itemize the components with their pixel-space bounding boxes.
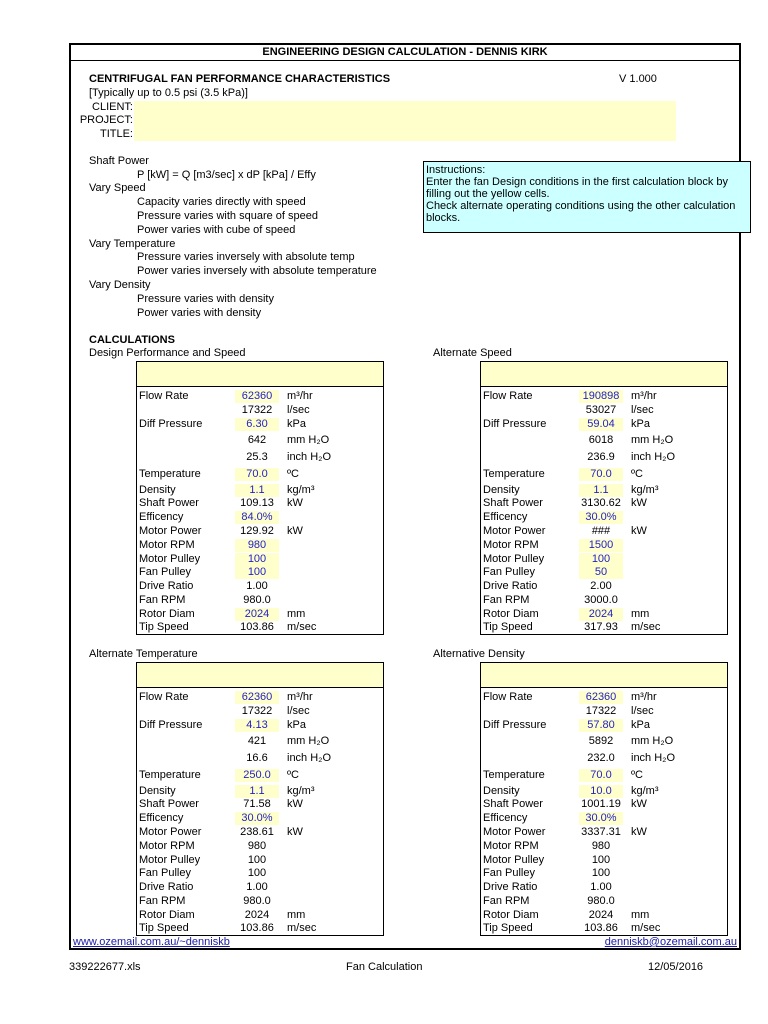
sheet-header: ENGINEERING DESIGN CALCULATION - DENNIS KIRK — [71, 45, 739, 61]
value-lsec: 17322 — [241, 404, 273, 416]
block-header-input[interactable] — [481, 663, 727, 688]
value-rotor[interactable]: 2024 — [235, 608, 279, 621]
value-eff[interactable]: 84.0% — [235, 511, 279, 524]
value-motor-pulley: 100 — [591, 854, 611, 866]
unit-lsec: l/sec — [287, 705, 310, 717]
row-tip — [137, 922, 383, 935]
label-diff: Diff Pressure — [139, 418, 203, 430]
footer-date: 12/05/2016 — [648, 961, 704, 973]
unit-tip: m/sec — [631, 621, 661, 633]
value-eff[interactable]: 30.0% — [235, 812, 279, 825]
value-mm: 6018 — [588, 434, 614, 446]
note-vs3: Power varies with cube of speed — [137, 224, 296, 236]
value-density[interactable]: 1.1 — [579, 484, 623, 497]
label-diff: Diff Pressure — [483, 719, 547, 731]
value-temp[interactable]: 70.0 — [235, 468, 279, 481]
row-inch — [481, 752, 727, 765]
value-rotor[interactable]: 2024 — [579, 608, 623, 621]
label-temp: Temperature — [139, 468, 201, 480]
label-motor-rpm: Motor RPM — [483, 539, 539, 551]
row-motor-power — [481, 826, 727, 839]
note-vs1: Capacity varies directly with speed — [137, 196, 306, 208]
row-drive — [481, 580, 727, 593]
unit-lsec: l/sec — [631, 404, 654, 416]
unit-flow: m³/hr — [287, 390, 313, 402]
value-inch: 25.3 — [246, 451, 268, 463]
value-inch: 16.6 — [246, 752, 268, 764]
value-diff[interactable]: 57.80 — [579, 719, 623, 732]
unit-inch: inch H₂O — [287, 451, 332, 463]
value-eff[interactable]: 30.0% — [579, 812, 623, 825]
unit-shaft: kW — [631, 798, 647, 810]
row-lsec — [481, 404, 727, 417]
row-motor-rpm — [481, 539, 727, 552]
document-title: CENTRIFUGAL FAN PERFORMANCE CHARACTERISTICS — [89, 73, 391, 85]
value-fan-rpm: 980.0 — [587, 895, 615, 907]
unit-motor-power: kW — [631, 525, 647, 537]
value-fan-rpm: 980.0 — [243, 895, 271, 907]
value-rotor: 2024 — [244, 909, 270, 921]
row-density — [481, 484, 727, 497]
row-fan-pulley — [481, 566, 727, 579]
unit-motor-power: kW — [287, 826, 303, 838]
note-vary-density: Vary Density — [89, 279, 151, 291]
note-shaft-power: Shaft Power — [89, 155, 149, 167]
label-motor-pulley: Motor Pulley — [139, 854, 201, 866]
block-design — [136, 361, 384, 635]
row-density — [137, 785, 383, 798]
unit-diff: kPa — [287, 418, 306, 430]
label-drive: Drive Ratio — [483, 881, 538, 893]
row-motor-pulley — [481, 553, 727, 566]
label-motor-pulley: Motor Pulley — [139, 553, 201, 565]
label-fan-pulley: Fan Pulley — [139, 566, 191, 578]
value-drive: 1.00 — [246, 580, 268, 592]
block-alt-density — [480, 662, 728, 936]
instructions-line-2: Check alternate operating conditions using the other calculation blocks. — [426, 200, 736, 224]
block-title-alt-speed: Alternate Speed — [433, 347, 512, 359]
value-flow[interactable]: 62360 — [579, 691, 623, 704]
label-fan-rpm: Fan RPM — [483, 594, 530, 606]
value-mm: 421 — [247, 735, 267, 747]
value-flow[interactable]: 62360 — [235, 691, 279, 704]
row-motor-rpm — [137, 539, 383, 552]
row-density — [481, 785, 727, 798]
value-lsec: 53027 — [585, 404, 617, 416]
value-fan-rpm: 3000.0 — [584, 594, 618, 606]
row-drive — [481, 881, 727, 894]
label-diff: Diff Pressure — [139, 719, 203, 731]
label-fan-rpm: Fan RPM — [483, 895, 530, 907]
row-flow — [481, 390, 727, 403]
note-vd1: Pressure varies with density — [137, 293, 274, 305]
label-motor-rpm: Motor RPM — [139, 539, 195, 551]
label-fan-pulley: Fan Pulley — [483, 867, 535, 879]
value-drive: 1.00 — [246, 881, 268, 893]
client-project-title-input[interactable] — [134, 101, 676, 141]
block-title-alt-temp: Alternate Temperature — [89, 648, 198, 660]
unit-motor-power: kW — [631, 826, 647, 838]
label-flow: Flow Rate — [139, 691, 189, 703]
row-mm — [137, 434, 383, 447]
unit-mm: mm H₂O — [287, 735, 330, 747]
unit-temp: ºC — [631, 468, 643, 480]
row-shaft — [137, 497, 383, 510]
value-motor-power: 3337.31 — [581, 826, 621, 838]
label-density: Density — [139, 484, 176, 496]
label-eff: Efficency — [483, 812, 528, 824]
row-rotor — [481, 608, 727, 621]
unit-diff: kPa — [631, 719, 650, 731]
label-tip: Tip Speed — [139, 621, 189, 633]
value-mm: 5892 — [588, 735, 614, 747]
value-motor-pulley: 100 — [247, 854, 267, 866]
note-vd2: Power varies with density — [137, 307, 262, 319]
note-vary-temp: Vary Temperature — [89, 238, 176, 250]
unit-inch: inch H₂O — [631, 752, 676, 764]
row-eff — [137, 511, 383, 524]
value-fan-pulley[interactable]: 50 — [579, 566, 623, 579]
row-flow — [137, 390, 383, 403]
label-density: Density — [139, 785, 176, 797]
row-fan-pulley — [481, 867, 727, 880]
value-density[interactable]: 1.1 — [235, 785, 279, 798]
block-title-design: Design Performance and Speed — [89, 347, 246, 359]
calculation-sheet — [69, 43, 741, 950]
label-shaft: Shaft Power — [139, 798, 199, 810]
value-inch: 236.9 — [587, 451, 615, 463]
value-fan-pulley[interactable]: 100 — [235, 566, 279, 579]
row-lsec — [137, 705, 383, 718]
unit-inch: inch H₂O — [287, 752, 332, 764]
label-density: Density — [483, 484, 520, 496]
value-lsec: 17322 — [585, 705, 617, 717]
unit-temp: ºC — [287, 468, 299, 480]
label-drive: Drive Ratio — [139, 580, 194, 592]
row-fan-pulley — [137, 867, 383, 880]
label-motor-rpm: Motor RPM — [139, 840, 195, 852]
row-tip — [481, 922, 727, 935]
row-flow — [137, 691, 383, 704]
unit-flow: m³/hr — [287, 691, 313, 703]
label-motor-power: Motor Power — [139, 826, 202, 838]
unit-density: kg/m³ — [631, 785, 659, 797]
row-eff — [481, 812, 727, 825]
row-fan-pulley — [137, 566, 383, 579]
row-motor-rpm — [137, 840, 383, 853]
row-drive — [137, 580, 383, 593]
value-drive: 2.00 — [590, 580, 612, 592]
row-density — [137, 484, 383, 497]
block-header-input[interactable] — [137, 663, 383, 688]
row-inch — [137, 451, 383, 464]
row-temp — [137, 769, 383, 782]
unit-temp: ºC — [287, 769, 299, 781]
value-diff[interactable]: 6.30 — [235, 418, 279, 431]
label-eff: Efficency — [139, 511, 184, 523]
value-diff[interactable]: 59.04 — [579, 418, 623, 431]
unit-density: kg/m³ — [631, 484, 659, 496]
label-motor-power: Motor Power — [483, 525, 546, 537]
version: V 1.000 — [619, 73, 657, 85]
row-inch — [481, 451, 727, 464]
unit-rotor: mm — [287, 608, 306, 620]
row-rotor — [137, 608, 383, 621]
value-tip: 317.93 — [584, 621, 618, 633]
unit-mm: mm H₂O — [287, 434, 330, 446]
label-temp: Temperature — [483, 468, 545, 480]
value-drive: 1.00 — [590, 881, 612, 893]
note-shaft-formula: P [kW] = Q [m3/sec] x dP [kPa] / Effy — [137, 169, 316, 181]
unit-tip: m/sec — [287, 621, 317, 633]
unit-mm: mm H₂O — [631, 735, 674, 747]
value-shaft: 3130.62 — [581, 497, 621, 509]
label-temp: Temperature — [139, 769, 201, 781]
value-tip: 103.86 — [584, 922, 618, 934]
row-fan-rpm — [137, 895, 383, 908]
instructions-line-1: Enter the fan Design conditions in the first calculation block by filling out the yellow cells. — [426, 176, 729, 200]
value-fan-pulley: 100 — [247, 867, 267, 879]
value-fan-pulley: 100 — [591, 867, 611, 879]
label-motor-pulley: Motor Pulley — [483, 854, 545, 866]
unit-mm: mm H₂O — [631, 434, 674, 446]
row-motor-pulley — [137, 553, 383, 566]
value-temp[interactable]: 250.0 — [235, 769, 279, 782]
value-motor-power: ### — [591, 525, 611, 537]
unit-diff: kPa — [631, 418, 650, 430]
unit-diff: kPa — [287, 719, 306, 731]
unit-rotor: mm — [631, 608, 650, 620]
row-motor-pulley — [137, 854, 383, 867]
row-motor-pulley — [481, 854, 727, 867]
value-inch: 232.0 — [587, 752, 615, 764]
row-tip — [481, 621, 727, 634]
label-eff: Efficency — [139, 812, 184, 824]
value-density[interactable]: 1.1 — [235, 484, 279, 497]
label-temp: Temperature — [483, 769, 545, 781]
row-shaft — [481, 497, 727, 510]
block-alt-speed — [480, 361, 728, 635]
row-shaft — [137, 798, 383, 811]
row-fan-rpm — [481, 895, 727, 908]
block-alt-temp — [136, 662, 384, 936]
document-subtitle: [Typically up to 0.5 psi (3.5 kPa)] — [89, 87, 248, 99]
value-motor-rpm: 980 — [247, 840, 267, 852]
unit-motor-power: kW — [287, 525, 303, 537]
value-shaft: 71.58 — [243, 798, 271, 810]
unit-tip: m/sec — [287, 922, 317, 934]
label-flow: Flow Rate — [139, 390, 189, 402]
unit-lsec: l/sec — [287, 404, 310, 416]
value-motor-pulley[interactable]: 100 — [579, 553, 623, 566]
value-motor-power: 238.61 — [240, 826, 274, 838]
unit-flow: m³/hr — [631, 691, 657, 703]
label-motor-power: Motor Power — [139, 525, 202, 537]
row-inch — [137, 752, 383, 765]
row-mm — [137, 735, 383, 748]
value-temp[interactable]: 70.0 — [579, 769, 623, 782]
unit-density: kg/m³ — [287, 785, 315, 797]
label-eff: Efficency — [483, 511, 528, 523]
row-rotor — [481, 909, 727, 922]
value-mm: 642 — [247, 434, 267, 446]
row-diff — [481, 719, 727, 732]
value-motor-rpm[interactable]: 1500 — [579, 539, 623, 552]
value-motor-pulley[interactable]: 100 — [235, 553, 279, 566]
note-vt1: Pressure varies inversely with absolute temp — [137, 251, 355, 263]
block-header-input[interactable] — [481, 362, 727, 387]
unit-rotor: mm — [631, 909, 650, 921]
value-fan-rpm: 980.0 — [243, 594, 271, 606]
label-rotor: Rotor Diam — [483, 608, 539, 620]
instructions-box — [423, 161, 751, 233]
value-eff[interactable]: 30.0% — [579, 511, 623, 524]
value-density[interactable]: 10.0 — [579, 785, 623, 798]
label-flow: Flow Rate — [483, 390, 533, 402]
label-tip: Tip Speed — [483, 621, 533, 633]
label-diff: Diff Pressure — [483, 418, 547, 430]
footer-filename: 339222677.xls — [69, 961, 141, 973]
label-flow: Flow Rate — [483, 691, 533, 703]
label-drive: Drive Ratio — [483, 580, 538, 592]
row-temp — [137, 468, 383, 481]
row-mm — [481, 735, 727, 748]
label-motor-pulley: Motor Pulley — [483, 553, 545, 565]
value-motor-rpm: 980 — [591, 840, 611, 852]
calculations-heading: CALCULATIONS — [89, 334, 175, 346]
note-vt2: Power varies inversely with absolute temperature — [137, 265, 377, 277]
label-rotor: Rotor Diam — [483, 909, 539, 921]
label-fan-rpm: Fan RPM — [139, 594, 186, 606]
label-motor-power: Motor Power — [483, 826, 546, 838]
row-drive — [137, 881, 383, 894]
instructions-heading: Instructions: — [426, 164, 486, 176]
note-vs2: Pressure varies with square of speed — [137, 210, 318, 222]
row-eff — [481, 511, 727, 524]
label-rotor: Rotor Diam — [139, 608, 195, 620]
unit-flow: m³/hr — [631, 390, 657, 402]
value-rotor: 2024 — [588, 909, 614, 921]
title-label: TITLE: — [99, 128, 133, 140]
value-tip: 103.86 — [240, 621, 274, 633]
footer-sheet-name: Fan Calculation — [346, 961, 423, 973]
row-motor-power — [481, 525, 727, 538]
row-lsec — [481, 705, 727, 718]
email-link[interactable]: denniskb@ozemail.com.au — [604, 936, 737, 948]
unit-inch: inch H₂O — [631, 451, 676, 463]
label-shaft: Shaft Power — [483, 497, 543, 509]
label-tip: Tip Speed — [139, 922, 189, 934]
value-motor-power: 129.92 — [240, 525, 274, 537]
row-motor-power — [137, 525, 383, 538]
unit-shaft: kW — [631, 497, 647, 509]
value-flow[interactable]: 62360 — [235, 390, 279, 403]
label-tip: Tip Speed — [483, 922, 533, 934]
project-label: PROJECT: — [79, 114, 133, 126]
value-lsec: 17322 — [241, 705, 273, 717]
row-fan-rpm — [481, 594, 727, 607]
client-label: CLIENT: — [92, 101, 133, 113]
value-motor-rpm[interactable]: 980 — [235, 539, 279, 552]
row-diff — [481, 418, 727, 431]
row-mm — [481, 434, 727, 447]
block-title-alt-density: Alternative Density — [433, 648, 525, 660]
label-density: Density — [483, 785, 520, 797]
unit-temp: ºC — [631, 769, 643, 781]
block-header-input[interactable] — [137, 362, 383, 387]
label-shaft: Shaft Power — [483, 798, 543, 810]
value-shaft: 109.13 — [240, 497, 274, 509]
row-temp — [481, 769, 727, 782]
row-motor-rpm — [481, 840, 727, 853]
website-link[interactable]: www.ozemail.com.au/~denniskb — [73, 936, 230, 948]
note-vary-speed: Vary Speed — [89, 182, 146, 194]
unit-density: kg/m³ — [287, 484, 315, 496]
row-lsec — [137, 404, 383, 417]
label-motor-rpm: Motor RPM — [483, 840, 539, 852]
value-diff[interactable]: 4.13 — [235, 719, 279, 732]
row-tip — [137, 621, 383, 634]
unit-shaft: kW — [287, 497, 303, 509]
row-diff — [137, 418, 383, 431]
unit-tip: m/sec — [631, 922, 661, 934]
label-shaft: Shaft Power — [139, 497, 199, 509]
value-shaft: 1001.19 — [581, 798, 621, 810]
label-drive: Drive Ratio — [139, 881, 194, 893]
row-shaft — [481, 798, 727, 811]
row-diff — [137, 719, 383, 732]
value-tip: 103.86 — [240, 922, 274, 934]
row-flow — [481, 691, 727, 704]
row-motor-power — [137, 826, 383, 839]
label-fan-pulley: Fan Pulley — [139, 867, 191, 879]
unit-shaft: kW — [287, 798, 303, 810]
label-fan-pulley: Fan Pulley — [483, 566, 535, 578]
row-eff — [137, 812, 383, 825]
unit-lsec: l/sec — [631, 705, 654, 717]
value-flow[interactable]: 190898 — [579, 390, 623, 403]
label-fan-rpm: Fan RPM — [139, 895, 186, 907]
value-temp[interactable]: 70.0 — [579, 468, 623, 481]
unit-rotor: mm — [287, 909, 306, 921]
row-rotor — [137, 909, 383, 922]
label-rotor: Rotor Diam — [139, 909, 195, 921]
row-fan-rpm — [137, 594, 383, 607]
row-temp — [481, 468, 727, 481]
